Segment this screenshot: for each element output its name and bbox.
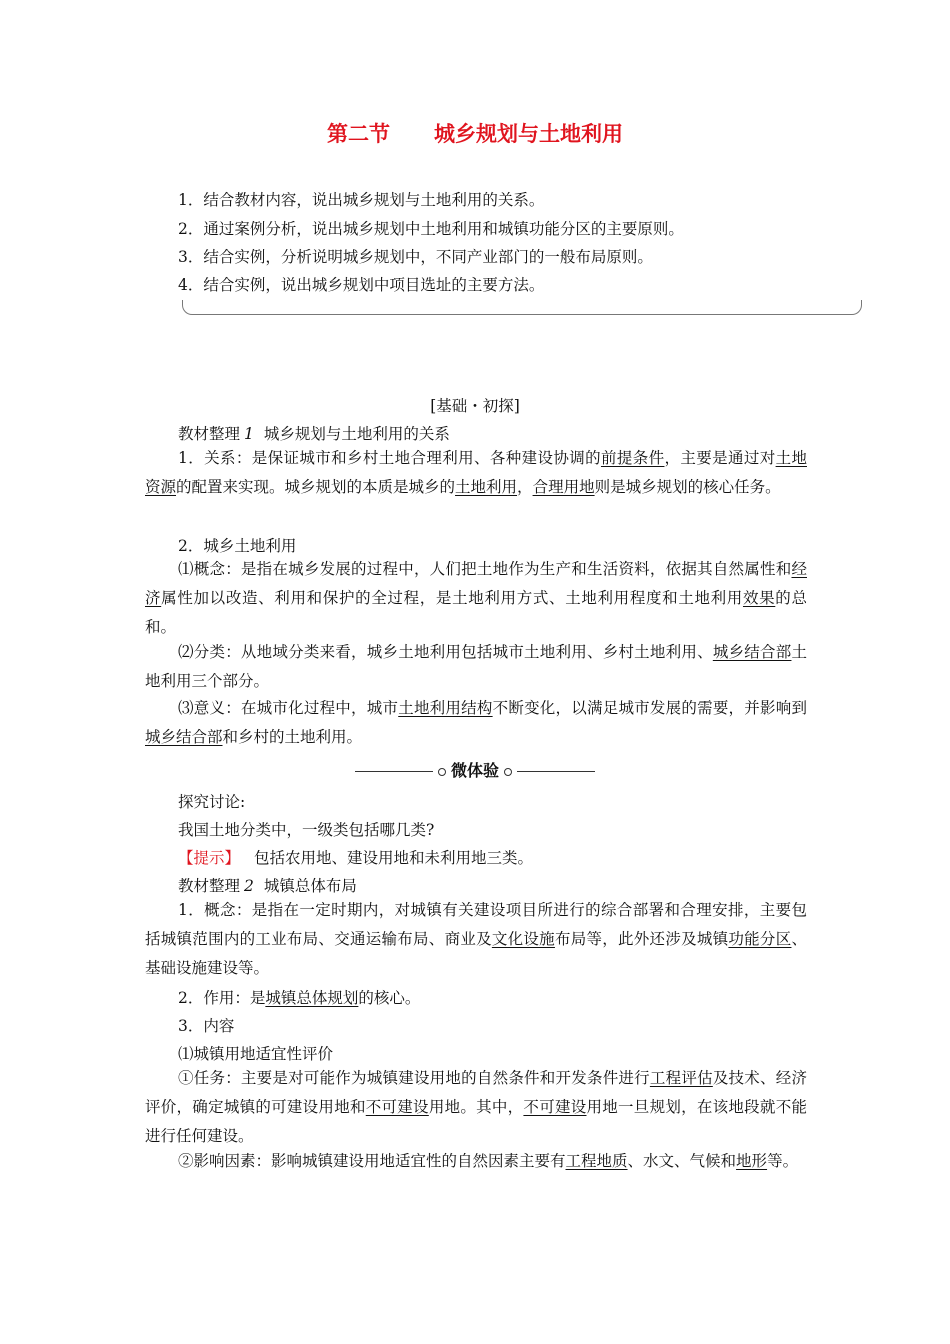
micro-experience-divider: 微体验 (0, 758, 950, 781)
paragraph-concept: ⑴概念：是指在城乡发展的过程中，人们把土地作为生产和生活资料，依据其自然属性和经济属性加以改造、利用和保护的全过程，是土地利用方式、土地利用程度和土地利用效果的总和。 (145, 560, 807, 636)
section-number: 第二节 (327, 122, 390, 146)
explore-question: 我国土地分类中，一级类包括哪几类? (178, 821, 435, 839)
subheading-land-use: 2．城乡土地利用 (178, 537, 297, 555)
section-heading-1: 教材整理 1 城乡规划与土地利用的关系 (178, 425, 450, 443)
objective-item: 3．结合实例，分析说明城乡规划中，不同产业部门的一般布局原则。 (178, 248, 653, 266)
section-name: 城乡规划与土地利用 (434, 122, 623, 146)
objectives-bracket (182, 300, 862, 315)
paragraph-relation: 1．关系：是保证城市和乡村土地合理利用、各种建设协调的前提条件，主要是通过对土地资源的配置来实现。城乡规划的本质是城乡的土地利用，合理用地则是城乡规划的核心任务。 (145, 449, 807, 496)
section-heading-2: 教材整理 2 城镇总体布局 (178, 877, 357, 895)
paragraph-layout-role: 2．作用：是城镇总体规划的核心。 (178, 989, 421, 1007)
paragraph-significance: ⑶意义：在城市化过程中，城市土地利用结构不断变化，以满足城市发展的需要，并影响到城乡结合部和乡村的土地利用。 (145, 699, 807, 746)
explore-hint: 【提示】 包括农用地、建设用地和未利用地三类。 (178, 849, 534, 867)
objective-item: 1．结合教材内容，说出城乡规划与土地利用的关系。 (178, 191, 545, 209)
paragraph-classification: ⑵分类：从地域分类来看，城乡土地利用包括城市土地利用、乡村土地利用、城乡结合部土地利用三个部分。 (145, 643, 807, 690)
paragraph-task: ①任务：主要是对可能作为城镇建设用地的自然条件和开发条件进行工程评估及技术、经济评价，确定城镇的可建设用地和不可建设用地。其中，不可建设用地一旦规划，在该地段就不能进行任何建设。 (145, 1069, 807, 1145)
objective-item: 4．结合实例，说出城乡规划中项目选址的主要方法。 (178, 276, 545, 294)
paragraph-factors: ②影响因素：影响城镇建设用地适宜性的自然因素主要有工程地质、水文、气候和地形等。 (178, 1152, 799, 1170)
objective-item: 2．通过案例分析，说出城乡规划中土地利用和城镇功能分区的主要原则。 (178, 220, 684, 238)
subheading-content: 3．内容 (178, 1017, 235, 1035)
paragraph-layout-concept: 1．概念：是指在一定时期内，对城镇有关建设项目所进行的综合部署和合理安排，主要包括城镇范围内的工业布局、交通运输布局、商业及文化设施布局等，此外还涉及城镇功能分区、基础设施建设等。 (145, 901, 807, 977)
basic-explore-label: [基础・初探] (430, 397, 520, 415)
subheading-suitability: ⑴城镇用地适宜性评价 (178, 1045, 334, 1063)
page-title (0, 118, 950, 148)
explore-label: 探究讨论: (178, 793, 246, 811)
hint-label: 【提示】 (178, 849, 241, 867)
